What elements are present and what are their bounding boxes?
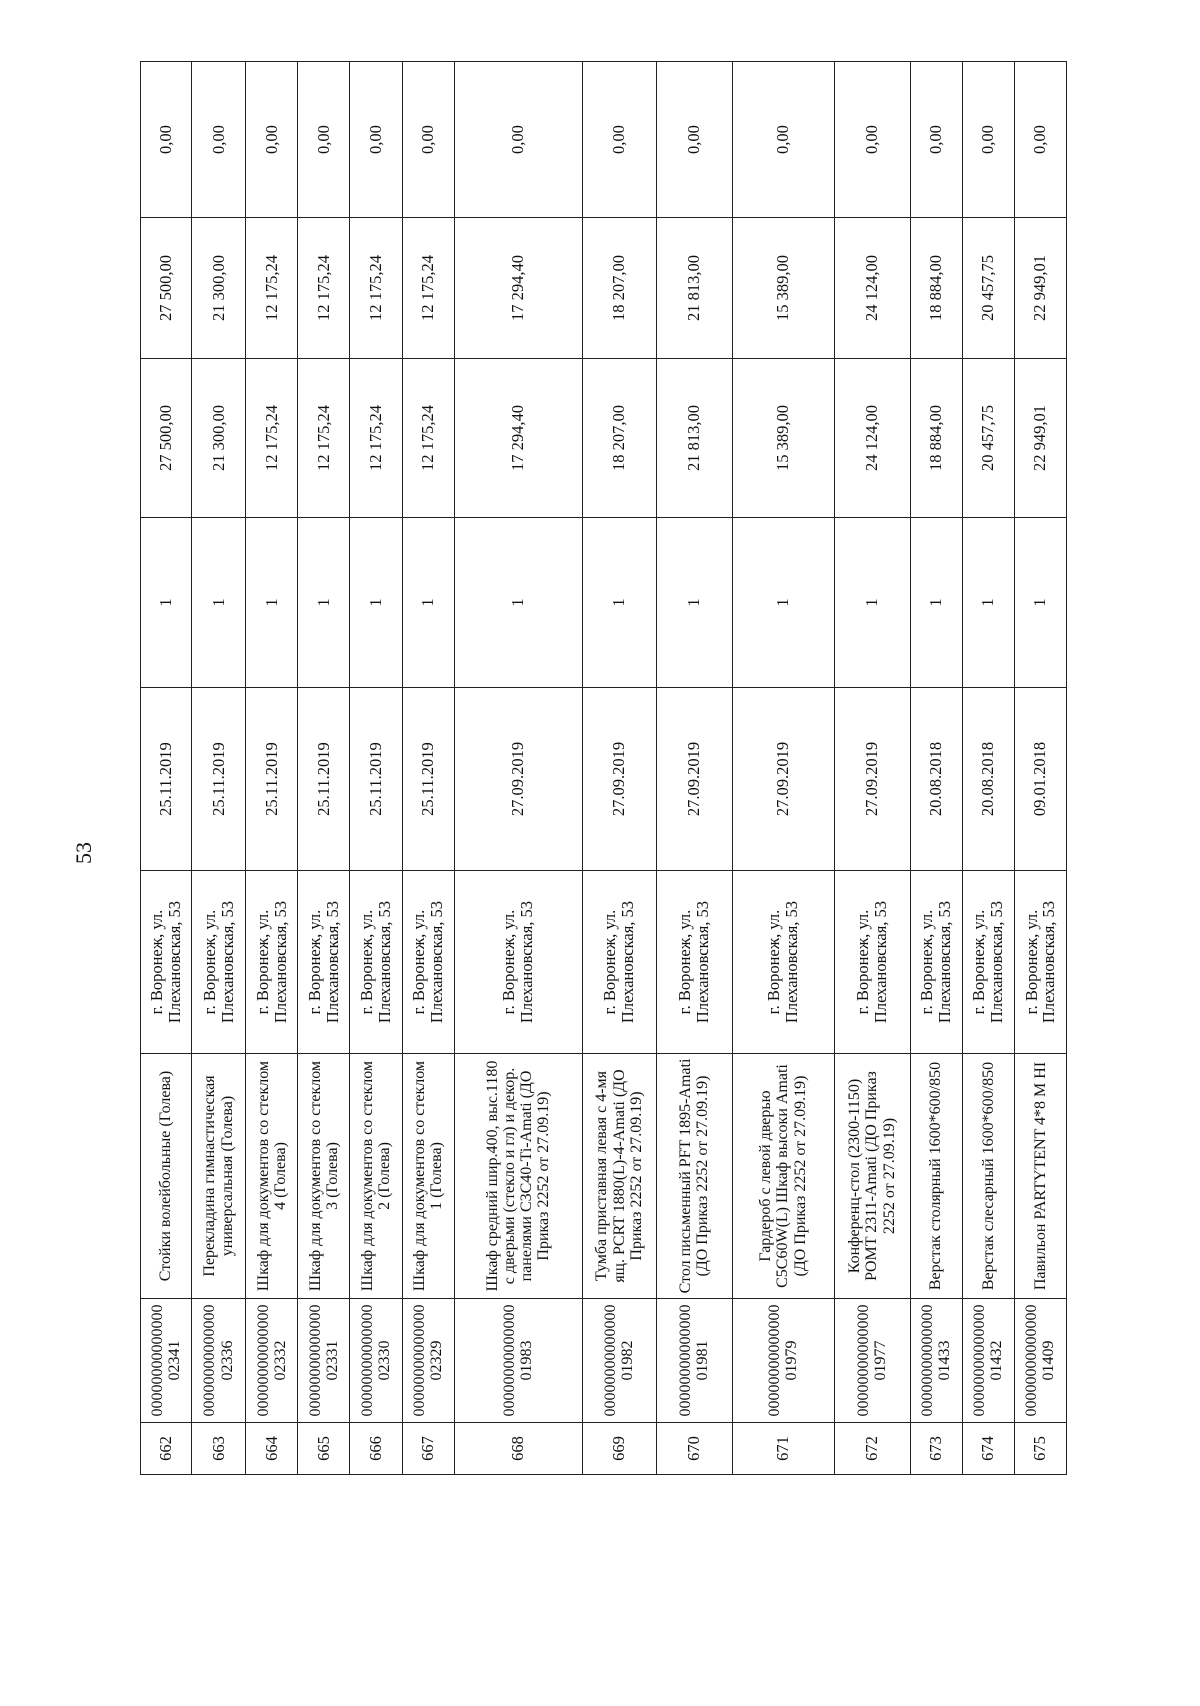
table-row (192, 62, 246, 1475)
address-cell: г. Воронеж, ул. Плехановская, 53 (582, 871, 656, 1054)
row-number-cell: 668 (454, 1423, 582, 1475)
table-row (910, 62, 962, 1475)
row-number-cell: 666 (350, 1423, 402, 1475)
cost-cell: 15 389,00 (732, 359, 834, 518)
table-row (656, 62, 732, 1475)
inventory-number-cell: 0000000000000002336 (192, 1299, 246, 1423)
inventory-number-cell: 0000000000000001433 (910, 1299, 962, 1423)
address-cell: г. Воронеж, ул. Плехановская, 53 (962, 871, 1014, 1054)
cost-cell: 21 300,00 (192, 359, 246, 518)
quantity-cell: 1 (246, 518, 298, 688)
date-cell: 27.09.2019 (656, 688, 732, 871)
residual-value-cell: 0,00 (350, 62, 402, 218)
asset-name-cell: Шкаф для документов со стеклом 3 (Голева) (298, 1054, 350, 1299)
page-number: 53 (71, 842, 96, 864)
row-number-cell: 663 (192, 1423, 246, 1475)
quantity-cell: 1 (1014, 518, 1066, 688)
cost-cell: 27 500,00 (141, 359, 192, 518)
depreciation-cell: 12 175,24 (350, 218, 402, 359)
date-cell: 25.11.2019 (350, 688, 402, 871)
asset-name-cell: Стойки волейбольные (Голева) (141, 1054, 192, 1299)
quantity-cell: 1 (454, 518, 582, 688)
quantity-cell: 1 (350, 518, 402, 688)
cost-cell: 18 884,00 (910, 359, 962, 518)
cost-cell: 18 207,00 (582, 359, 656, 518)
date-cell: 25.11.2019 (402, 688, 454, 871)
inventory-number-cell: 0000000000000002341 (141, 1299, 192, 1423)
inventory-number-cell: 0000000000000001409 (1014, 1299, 1066, 1423)
address-cell: г. Воронеж, ул. Плехановская, 53 (350, 871, 402, 1054)
asset-table-body (141, 62, 1067, 1475)
date-cell: 27.09.2019 (582, 688, 656, 871)
row-number-cell: 665 (298, 1423, 350, 1475)
quantity-cell: 1 (582, 518, 656, 688)
address-cell: г. Воронеж, ул. Плехановская, 53 (834, 871, 910, 1054)
inventory-number-cell: 0000000000000001977 (834, 1299, 910, 1423)
table-row (834, 62, 910, 1475)
quantity-cell: 1 (656, 518, 732, 688)
date-cell: 27.09.2019 (732, 688, 834, 871)
residual-value-cell: 0,00 (1014, 62, 1066, 218)
row-number-cell: 674 (962, 1423, 1014, 1475)
address-cell: г. Воронеж, ул. Плехановская, 53 (910, 871, 962, 1054)
address-cell: г. Воронеж, ул. Плехановская, 53 (1014, 871, 1066, 1054)
depreciation-cell: 18 884,00 (910, 218, 962, 359)
inventory-number-cell: 0000000000000001981 (656, 1299, 732, 1423)
cost-cell: 17 294,40 (454, 359, 582, 518)
depreciation-cell: 12 175,24 (298, 218, 350, 359)
row-number-cell: 671 (732, 1423, 834, 1475)
depreciation-cell: 18 207,00 (582, 218, 656, 359)
asset-table (140, 61, 1067, 1475)
depreciation-cell: 20 457,75 (962, 218, 1014, 359)
cost-cell: 12 175,24 (350, 359, 402, 518)
address-cell: г. Воронеж, ул. Плехановская, 53 (656, 871, 732, 1054)
address-cell: г. Воронеж, ул. Плехановская, 53 (454, 871, 582, 1054)
date-cell: 20.08.2018 (910, 688, 962, 871)
address-cell: г. Воронеж, ул. Плехановская, 53 (402, 871, 454, 1054)
inventory-number-cell: 0000000000000002329 (402, 1299, 454, 1423)
address-cell: г. Воронеж, ул. Плехановская, 53 (732, 871, 834, 1054)
inventory-number-cell: 0000000000000002330 (350, 1299, 402, 1423)
residual-value-cell: 0,00 (246, 62, 298, 218)
table-row (402, 62, 454, 1475)
cost-cell: 12 175,24 (402, 359, 454, 518)
table-row (350, 62, 402, 1475)
row-number-cell: 664 (246, 1423, 298, 1475)
row-number-cell: 672 (834, 1423, 910, 1475)
row-number-cell: 673 (910, 1423, 962, 1475)
date-cell: 25.11.2019 (192, 688, 246, 871)
inventory-number-cell: 0000000000000001983 (454, 1299, 582, 1423)
depreciation-cell: 12 175,24 (402, 218, 454, 359)
residual-value-cell: 0,00 (298, 62, 350, 218)
row-number-cell: 662 (141, 1423, 192, 1475)
depreciation-cell: 22 949,01 (1014, 218, 1066, 359)
residual-value-cell: 0,00 (910, 62, 962, 218)
residual-value-cell: 0,00 (582, 62, 656, 218)
cost-cell: 22 949,01 (1014, 359, 1066, 518)
quantity-cell: 1 (962, 518, 1014, 688)
date-cell: 09.01.2018 (1014, 688, 1066, 871)
depreciation-cell: 17 294,40 (454, 218, 582, 359)
table-row (582, 62, 656, 1475)
cost-cell: 20 457,75 (962, 359, 1014, 518)
cost-cell: 12 175,24 (298, 359, 350, 518)
table-row (246, 62, 298, 1475)
asset-name-cell: Гардероб с левой дверью C5C60W(L) Шкаф высоки Amati (ДО Приказ 2252 от 27.09.19) (732, 1054, 834, 1299)
inventory-number-cell: 0000000000000002332 (246, 1299, 298, 1423)
asset-name-cell: Стол письменный PFT 1895-Amati (ДО Приказ 2252 от 27.09.19) (656, 1054, 732, 1299)
date-cell: 20.08.2018 (962, 688, 1014, 871)
asset-name-cell: Шкаф для документов со стеклом 4 (Голева) (246, 1054, 298, 1299)
asset-name-cell: Верстак слесарный 1600*600/850 (962, 1054, 1014, 1299)
date-cell: 25.11.2019 (298, 688, 350, 871)
cost-cell: 12 175,24 (246, 359, 298, 518)
asset-name-cell: Тумба приставная левая с 4-мя ящ. PCRT 1880(L)-4-Amati (ДО Приказ 2252 от 27.09.19) (582, 1054, 656, 1299)
residual-value-cell: 0,00 (141, 62, 192, 218)
cost-cell: 21 813,00 (656, 359, 732, 518)
date-cell: 27.09.2019 (834, 688, 910, 871)
asset-name-cell: Верстак столярный 1600*600/850 (910, 1054, 962, 1299)
asset-name-cell: Шкаф для документов со стеклом 2 (Голева) (350, 1054, 402, 1299)
date-cell: 27.09.2019 (454, 688, 582, 871)
asset-table-rotated (140, 62, 1067, 1475)
residual-value-cell: 0,00 (962, 62, 1014, 218)
depreciation-cell: 21 813,00 (656, 218, 732, 359)
table-row (732, 62, 834, 1475)
address-cell: г. Воронеж, ул. Плехановская, 53 (192, 871, 246, 1054)
address-cell: г. Воронеж, ул. Плехановская, 53 (246, 871, 298, 1054)
quantity-cell: 1 (732, 518, 834, 688)
residual-value-cell: 0,00 (656, 62, 732, 218)
row-number-cell: 675 (1014, 1423, 1066, 1475)
row-number-cell: 669 (582, 1423, 656, 1475)
table-row (454, 62, 582, 1475)
quantity-cell: 1 (141, 518, 192, 688)
address-cell: г. Воронеж, ул. Плехановская, 53 (141, 871, 192, 1054)
address-cell: г. Воронеж, ул. Плехановская, 53 (298, 871, 350, 1054)
quantity-cell: 1 (834, 518, 910, 688)
residual-value-cell: 0,00 (454, 62, 582, 218)
residual-value-cell: 0,00 (402, 62, 454, 218)
asset-name-cell: Шкаф для документов со стеклом 1 (Голева) (402, 1054, 454, 1299)
table-row (298, 62, 350, 1475)
depreciation-cell: 12 175,24 (246, 218, 298, 359)
depreciation-cell: 15 389,00 (732, 218, 834, 359)
quantity-cell: 1 (910, 518, 962, 688)
depreciation-cell: 21 300,00 (192, 218, 246, 359)
asset-name-cell: Шкаф средний шир.400, выс.1180 с дверьми (стекло и гл) и декор. панелями С3С40-Ti-Amati (ДО Приказ 2252 от 27.09.19) (454, 1054, 582, 1299)
inventory-number-cell: 0000000000000001432 (962, 1299, 1014, 1423)
table-row (141, 62, 192, 1475)
asset-name-cell: Конференц-стол (2300-1150) POMT 2311-Amati (ДО Приказ 2252 от 27.09.19) (834, 1054, 910, 1299)
inventory-number-cell: 0000000000000002331 (298, 1299, 350, 1423)
inventory-number-cell: 0000000000000001979 (732, 1299, 834, 1423)
table-row (962, 62, 1014, 1475)
cost-cell: 24 124,00 (834, 359, 910, 518)
date-cell: 25.11.2019 (141, 688, 192, 871)
residual-value-cell: 0,00 (192, 62, 246, 218)
table-row (1014, 62, 1066, 1475)
quantity-cell: 1 (298, 518, 350, 688)
inventory-number-cell: 0000000000000001982 (582, 1299, 656, 1423)
quantity-cell: 1 (192, 518, 246, 688)
row-number-cell: 667 (402, 1423, 454, 1475)
asset-name-cell: Павильон PARTYTENT 4*8 M HI (1014, 1054, 1066, 1299)
residual-value-cell: 0,00 (834, 62, 910, 218)
quantity-cell: 1 (402, 518, 454, 688)
row-number-cell: 670 (656, 1423, 732, 1475)
residual-value-cell: 0,00 (732, 62, 834, 218)
depreciation-cell: 24 124,00 (834, 218, 910, 359)
depreciation-cell: 27 500,00 (141, 218, 192, 359)
date-cell: 25.11.2019 (246, 688, 298, 871)
asset-name-cell: Перекладина гимнастическая универсальная (Голева) (192, 1054, 246, 1299)
